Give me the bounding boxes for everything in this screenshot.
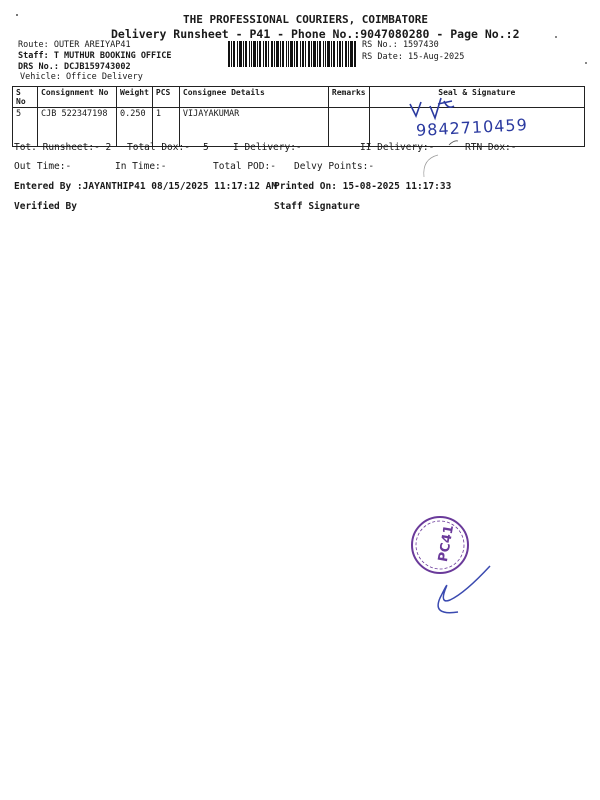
barcode — [228, 41, 356, 67]
out-time-label: Out Time:- — [14, 161, 72, 172]
corner-mark — [555, 36, 557, 38]
total-pod-label: Total POD:- — [213, 161, 276, 172]
pen-tick-mark — [448, 139, 460, 147]
tot-runsheet: Tot. Runsheet:- 2 — [14, 142, 112, 153]
rs-date-label: RS Date: 15-Aug-2025 — [362, 52, 465, 62]
col-sno: S No — [13, 87, 38, 108]
staff-signature: Staff Signature — [274, 201, 360, 212]
cell-consignee: VIJAYAKUMAR — [179, 108, 328, 147]
rs-no-label: RS No.: 1597430 — [362, 40, 439, 50]
total-dox-value: 5 — [203, 142, 209, 153]
i-delivery-label: I Delivery:- — [233, 142, 302, 153]
vehicle-label: Vehicle: Office Delivery — [20, 72, 143, 82]
cell-pcs: 1 — [152, 108, 179, 147]
staff-label: Staff: T MUTHUR BOOKING OFFICE — [18, 51, 172, 61]
cell-sno: 5 — [13, 108, 38, 147]
handwritten-phone: 9842710459 — [415, 115, 529, 140]
cell-remarks — [328, 108, 369, 147]
col-remarks: Remarks — [328, 87, 369, 108]
pen-arc-mark — [418, 153, 440, 179]
printed-on: Printed On: 15-08-2025 11:17:33 — [274, 181, 452, 192]
cell-consignment: CJB 522347198 — [38, 108, 117, 147]
drs-label: DRS No.: DCJB159743002 — [18, 62, 131, 72]
col-consignment: Consignment No — [38, 87, 117, 108]
col-seal: Seal & Signature — [369, 87, 584, 108]
verified-by: Verified By — [14, 201, 77, 212]
table-header-row — [13, 87, 585, 108]
in-time-label: In Time:- — [115, 161, 167, 172]
runsheet-title: Delivery Runsheet - P41 - Phone No.:9047080280 - Page No.:2 — [111, 27, 520, 41]
ii-delivery-label: II Delivery:- — [360, 142, 435, 153]
total-dox-label: Total Dox:- — [127, 142, 190, 153]
col-consignee: Consignee Details — [179, 87, 328, 108]
rtn-dox-label: RTN Dox:- — [465, 142, 517, 153]
delvy-points-label: Delvy Points:- — [294, 161, 375, 172]
corner-mark — [16, 14, 18, 16]
route-label: Route: OUTER AREIYAP41 — [18, 40, 131, 50]
col-pcs: PCS — [152, 87, 179, 108]
corner-mark — [585, 62, 587, 64]
entered-by: Entered By :JAYANTHIP41 08/15/2025 11:17:12 AM — [14, 181, 278, 192]
cell-weight: 0.250 — [117, 108, 153, 147]
col-weight: Weight — [117, 87, 153, 108]
company-title: THE PROFESSIONAL COURIERS, COIMBATORE — [183, 13, 429, 26]
stamp-text: PC41 — [435, 523, 458, 564]
